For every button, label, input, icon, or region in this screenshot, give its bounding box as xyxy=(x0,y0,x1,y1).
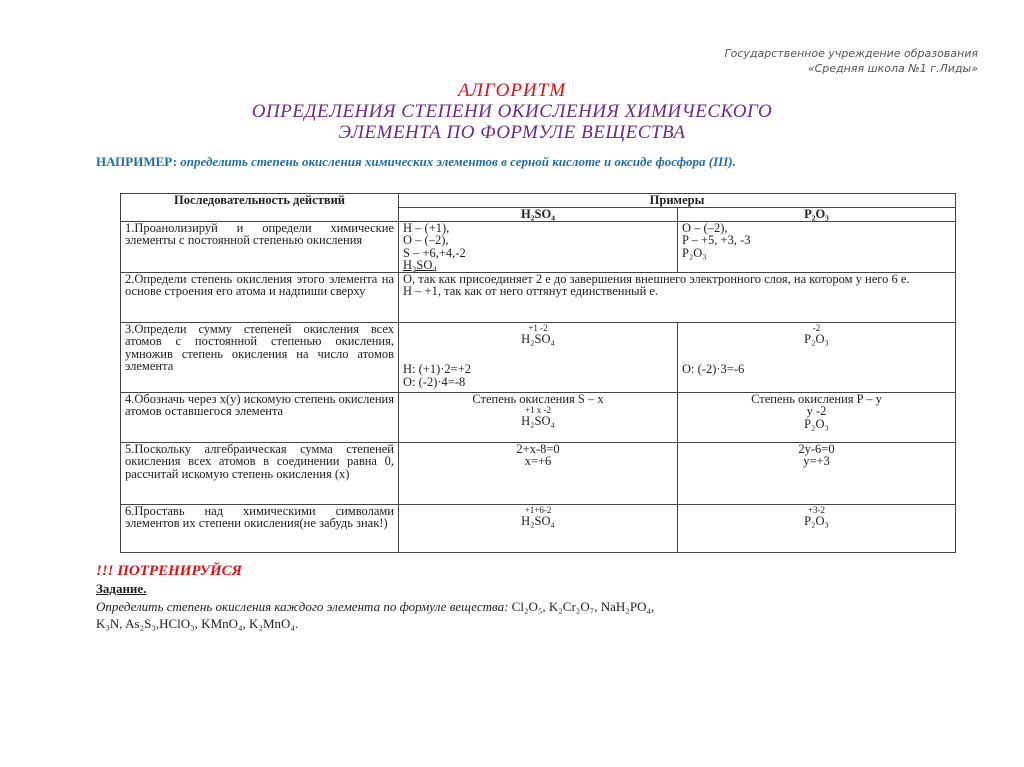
task-label: Задание. xyxy=(96,581,147,596)
example-cell: +3-2 P₂O₃ xyxy=(678,504,956,552)
step-cell: 2.Определи степень окисления этого элемента на основе строения его атома и надпиши сверху xyxy=(121,272,399,322)
header-sequence: Последовательность действий xyxy=(121,194,399,222)
title-line-3: ЭЛЕМЕНТА ПО ФОРМУЛЕ ВЕЩЕСТВА xyxy=(338,122,686,143)
example-cell: H – (+1), O – (–2), S – +6,+4,-2 H₂SO₄ xyxy=(399,221,678,272)
example-cell: +1 -2 H₂SO₄ H: (+1)·2=+2 O: (-2)·4=-8 xyxy=(399,322,678,392)
table-row xyxy=(121,504,956,552)
task-formulas-2: K₃N, As₂S₃,HClO₃, KMnO₄, K₂MnO₄. xyxy=(96,616,299,631)
step-cell: 1.Проанолизируй и определи химические элементы с постоянной степенью окисления xyxy=(121,221,399,272)
algorithm-table xyxy=(120,193,956,553)
task-instruction: Определить степень окисления каждого элемента по формуле вещества: xyxy=(96,599,509,614)
title-line-2: ОПРЕДЕЛЕНИЯ СТЕПЕНИ ОКИСЛЕНИЯ ХИМИЧЕСКОГО xyxy=(251,101,773,122)
title-subtitle xyxy=(0,101,1024,143)
example-label: НАПРИМЕР: xyxy=(96,154,178,169)
table-row xyxy=(121,442,956,504)
step-cell: 3.Определи сумму степеней окисления всех атомов с постоянной степенью окисления, умножив степень окисления на число атомов элемента xyxy=(121,322,399,392)
step-cell: 5.Поскольку алгебраическая сумма степеней окисления всех атомов в соединении равна 0, рассчитай искомую степень окисления (x) xyxy=(121,442,399,504)
organization-header xyxy=(725,46,978,76)
example-cell: 2+x-8=0 x=+6 xyxy=(399,442,678,504)
example-text: определить степень окисления химических элементов в серной кислоте и оксиде фосфора (III). xyxy=(180,154,736,169)
example-cell: O, так как присоединяет 2 e до завершения внешнего электронного слоя, на котором у него 6 e. H – +1, так как от него оттянут единственный e. xyxy=(399,272,956,322)
header-p2o3: P₂O₃ xyxy=(678,208,956,222)
practice-title: !!! ПОТРЕНИРУЙСЯ xyxy=(96,563,242,579)
task-text xyxy=(96,598,976,632)
step-cell: 4.Обозначь через x(y) искомую степень окисления атомов оставшегося элемента xyxy=(121,392,399,442)
table-row xyxy=(121,272,956,322)
example-cell: Степень окисления S – x +1 x -2 H₂SO₄ xyxy=(399,392,678,442)
table-row xyxy=(121,392,956,442)
example-cell: Степень окисления P – y y -2 P₂O₃ xyxy=(678,392,956,442)
task-formulas-1: Cl₂O₅, K₂Cr₂O₇, NaH₂PO₄, xyxy=(508,599,655,614)
title-algorithm: АЛГОРИТМ xyxy=(457,80,567,101)
org-line-2: «Средняя школа №1 г.Лиды» xyxy=(807,62,978,75)
step-cell: 6.Проставь над химическими символами элементов их степени окисления(не забудь знак!) xyxy=(121,504,399,552)
header-examples: Примеры xyxy=(399,194,956,208)
example-statement xyxy=(96,154,976,169)
table-row xyxy=(121,322,956,392)
org-line-1: Государственное учреждение образования xyxy=(724,47,978,60)
example-cell: 2y-6=0 y=+3 xyxy=(678,442,956,504)
example-cell: -2 P₂O₃ O: (-2)·3=-6 xyxy=(678,322,956,392)
example-cell: +1+6-2 H₂SO₄ xyxy=(399,504,678,552)
header-h2so4: H₂SO₄ xyxy=(399,208,678,222)
example-cell: O – (–2), P – +5, +3, -3 P₂O₃ xyxy=(678,221,956,272)
table-row xyxy=(121,221,956,272)
